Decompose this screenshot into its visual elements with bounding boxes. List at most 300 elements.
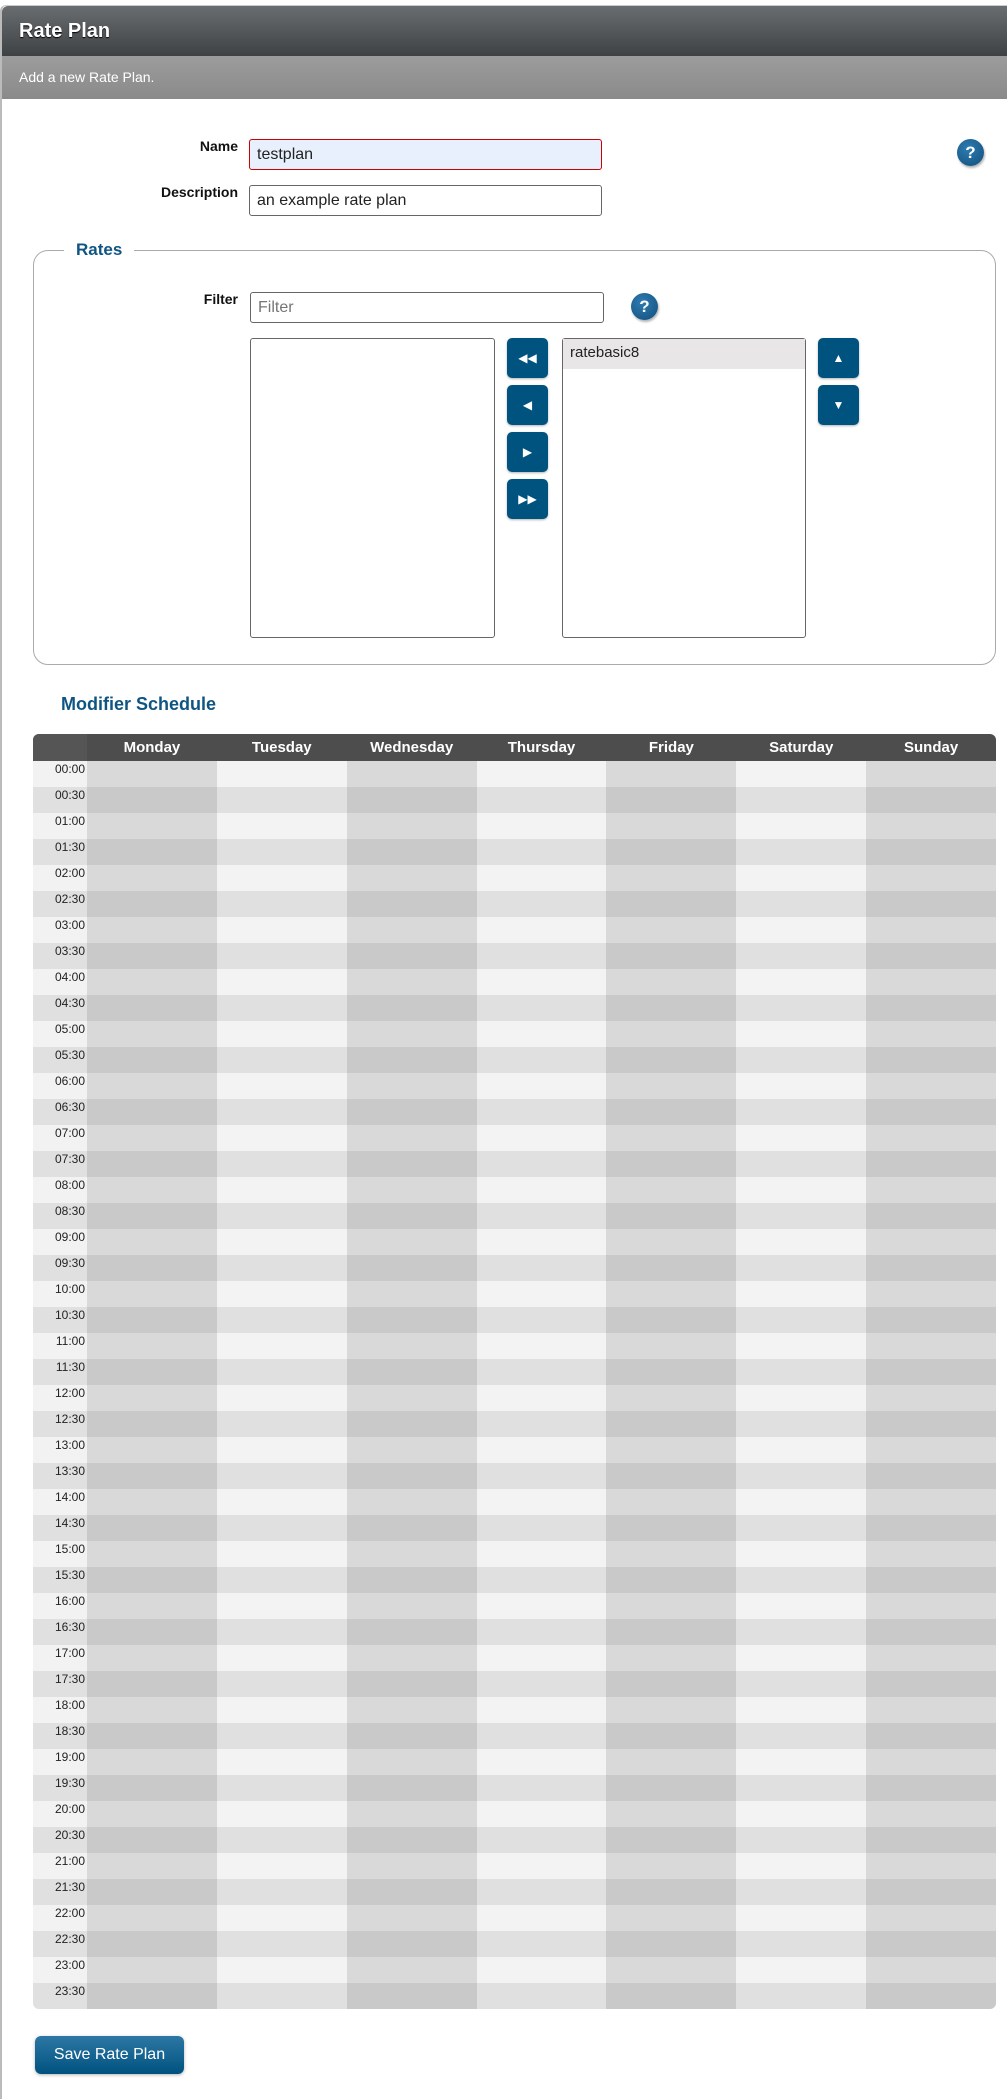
schedule-cell[interactable] xyxy=(477,1697,607,1723)
schedule-cell[interactable] xyxy=(217,1307,347,1333)
schedule-cell[interactable] xyxy=(866,787,996,813)
schedule-cell[interactable] xyxy=(347,995,477,1021)
schedule-cell[interactable] xyxy=(866,1957,996,1983)
schedule-cell[interactable] xyxy=(736,1489,866,1515)
schedule-cell[interactable] xyxy=(866,1775,996,1801)
schedule-cell[interactable] xyxy=(736,1619,866,1645)
schedule-cell[interactable] xyxy=(217,1619,347,1645)
schedule-cell[interactable] xyxy=(866,1749,996,1775)
schedule-cell[interactable] xyxy=(606,1255,736,1281)
schedule-cell[interactable] xyxy=(866,1905,996,1931)
move-right-button[interactable]: ▶ xyxy=(507,432,548,472)
schedule-cell[interactable] xyxy=(217,1671,347,1697)
schedule-cell[interactable] xyxy=(866,1099,996,1125)
schedule-cell[interactable] xyxy=(736,1099,866,1125)
schedule-cell[interactable] xyxy=(87,1125,217,1151)
schedule-cell[interactable] xyxy=(347,1333,477,1359)
schedule-cell[interactable] xyxy=(477,1125,607,1151)
schedule-cell[interactable] xyxy=(736,1073,866,1099)
schedule-cell[interactable] xyxy=(606,1021,736,1047)
schedule-cell[interactable] xyxy=(87,1281,217,1307)
schedule-cell[interactable] xyxy=(606,1697,736,1723)
schedule-cell[interactable] xyxy=(866,1463,996,1489)
schedule-cell[interactable] xyxy=(347,1879,477,1905)
schedule-cell[interactable] xyxy=(217,995,347,1021)
schedule-cell[interactable] xyxy=(347,1619,477,1645)
schedule-cell[interactable] xyxy=(87,1879,217,1905)
schedule-cell[interactable] xyxy=(866,1515,996,1541)
schedule-cell[interactable] xyxy=(87,1099,217,1125)
schedule-cell[interactable] xyxy=(606,1359,736,1385)
schedule-cell[interactable] xyxy=(87,1775,217,1801)
schedule-cell[interactable] xyxy=(87,1697,217,1723)
schedule-cell[interactable] xyxy=(347,1905,477,1931)
name-input[interactable] xyxy=(249,139,602,170)
schedule-cell[interactable] xyxy=(866,1047,996,1073)
schedule-cell[interactable] xyxy=(87,1411,217,1437)
schedule-cell[interactable] xyxy=(606,865,736,891)
schedule-cell[interactable] xyxy=(866,1229,996,1255)
schedule-cell[interactable] xyxy=(606,1827,736,1853)
schedule-cell[interactable] xyxy=(347,1385,477,1411)
schedule-cell[interactable] xyxy=(866,839,996,865)
schedule-cell[interactable] xyxy=(736,1255,866,1281)
schedule-cell[interactable] xyxy=(87,1801,217,1827)
schedule-cell[interactable] xyxy=(87,1853,217,1879)
schedule-cell[interactable] xyxy=(866,1177,996,1203)
schedule-cell[interactable] xyxy=(347,1151,477,1177)
schedule-cell[interactable] xyxy=(347,813,477,839)
schedule-cell[interactable] xyxy=(736,1697,866,1723)
schedule-cell[interactable] xyxy=(477,1983,607,2009)
schedule-cell[interactable] xyxy=(736,1281,866,1307)
schedule-cell[interactable] xyxy=(606,1333,736,1359)
schedule-cell[interactable] xyxy=(347,891,477,917)
schedule-cell[interactable] xyxy=(736,1775,866,1801)
schedule-cell[interactable] xyxy=(736,865,866,891)
schedule-cell[interactable] xyxy=(217,1281,347,1307)
schedule-cell[interactable] xyxy=(347,1125,477,1151)
schedule-cell[interactable] xyxy=(87,1957,217,1983)
schedule-cell[interactable] xyxy=(217,1021,347,1047)
schedule-cell[interactable] xyxy=(606,891,736,917)
schedule-cell[interactable] xyxy=(736,1931,866,1957)
schedule-cell[interactable] xyxy=(87,1255,217,1281)
schedule-cell[interactable] xyxy=(347,1541,477,1567)
schedule-cell[interactable] xyxy=(736,1021,866,1047)
schedule-cell[interactable] xyxy=(477,1931,607,1957)
schedule-cell[interactable] xyxy=(606,1281,736,1307)
schedule-cell[interactable] xyxy=(736,1853,866,1879)
schedule-cell[interactable] xyxy=(736,839,866,865)
schedule-cell[interactable] xyxy=(347,1957,477,1983)
schedule-cell[interactable] xyxy=(347,1749,477,1775)
schedule-cell[interactable] xyxy=(347,1593,477,1619)
schedule-cell[interactable] xyxy=(347,1515,477,1541)
schedule-cell[interactable] xyxy=(347,1229,477,1255)
schedule-cell[interactable] xyxy=(477,1749,607,1775)
schedule-cell[interactable] xyxy=(477,1515,607,1541)
schedule-cell[interactable] xyxy=(866,1073,996,1099)
schedule-cell[interactable] xyxy=(477,865,607,891)
schedule-cell[interactable] xyxy=(606,1853,736,1879)
schedule-cell[interactable] xyxy=(347,1827,477,1853)
schedule-cell[interactable] xyxy=(866,1437,996,1463)
schedule-cell[interactable] xyxy=(477,1879,607,1905)
schedule-cell[interactable] xyxy=(477,943,607,969)
schedule-cell[interactable] xyxy=(866,1671,996,1697)
schedule-cell[interactable] xyxy=(87,1619,217,1645)
schedule-cell[interactable] xyxy=(866,1359,996,1385)
move-left-button[interactable]: ◀ xyxy=(507,385,548,425)
schedule-cell[interactable] xyxy=(606,761,736,787)
schedule-cell[interactable] xyxy=(606,943,736,969)
schedule-cell[interactable] xyxy=(606,917,736,943)
schedule-cell[interactable] xyxy=(477,995,607,1021)
schedule-cell[interactable] xyxy=(736,1645,866,1671)
schedule-cell[interactable] xyxy=(347,1047,477,1073)
schedule-cell[interactable] xyxy=(736,1983,866,2009)
save-rate-plan-button[interactable]: Save Rate Plan xyxy=(35,2036,184,2074)
schedule-cell[interactable] xyxy=(866,1541,996,1567)
move-down-button[interactable]: ▼ xyxy=(818,385,859,425)
schedule-cell[interactable] xyxy=(347,1489,477,1515)
schedule-cell[interactable] xyxy=(736,1879,866,1905)
schedule-cell[interactable] xyxy=(347,1437,477,1463)
schedule-cell[interactable] xyxy=(477,1463,607,1489)
schedule-cell[interactable] xyxy=(217,891,347,917)
schedule-cell[interactable] xyxy=(87,1983,217,2009)
schedule-cell[interactable] xyxy=(866,1879,996,1905)
schedule-cell[interactable] xyxy=(87,1567,217,1593)
schedule-cell[interactable] xyxy=(606,1203,736,1229)
schedule-cell[interactable] xyxy=(347,1203,477,1229)
schedule-cell[interactable] xyxy=(606,1957,736,1983)
schedule-cell[interactable] xyxy=(87,1515,217,1541)
schedule-cell[interactable] xyxy=(217,943,347,969)
schedule-cell[interactable] xyxy=(736,813,866,839)
schedule-cell[interactable] xyxy=(217,1359,347,1385)
schedule-cell[interactable] xyxy=(217,1723,347,1749)
schedule-cell[interactable] xyxy=(347,1983,477,2009)
schedule-cell[interactable] xyxy=(866,995,996,1021)
schedule-cell[interactable] xyxy=(217,1437,347,1463)
schedule-cell[interactable] xyxy=(606,1619,736,1645)
schedule-cell[interactable] xyxy=(736,1723,866,1749)
schedule-cell[interactable] xyxy=(217,1099,347,1125)
schedule-cell[interactable] xyxy=(347,1099,477,1125)
schedule-cell[interactable] xyxy=(347,1463,477,1489)
schedule-cell[interactable] xyxy=(866,1125,996,1151)
schedule-cell[interactable] xyxy=(217,1073,347,1099)
schedule-cell[interactable] xyxy=(217,1489,347,1515)
schedule-cell[interactable] xyxy=(217,1515,347,1541)
schedule-cell[interactable] xyxy=(866,1281,996,1307)
schedule-cell[interactable] xyxy=(87,1359,217,1385)
schedule-cell[interactable] xyxy=(866,1333,996,1359)
schedule-cell[interactable] xyxy=(606,1983,736,2009)
schedule-cell[interactable] xyxy=(477,761,607,787)
schedule-cell[interactable] xyxy=(477,839,607,865)
schedule-cell[interactable] xyxy=(736,1177,866,1203)
schedule-cell[interactable] xyxy=(477,1281,607,1307)
schedule-cell[interactable] xyxy=(606,1099,736,1125)
schedule-cell[interactable] xyxy=(736,917,866,943)
schedule-cell[interactable] xyxy=(606,1437,736,1463)
schedule-cell[interactable] xyxy=(866,1697,996,1723)
schedule-cell[interactable] xyxy=(736,943,866,969)
schedule-cell[interactable] xyxy=(87,839,217,865)
schedule-cell[interactable] xyxy=(87,1073,217,1099)
schedule-cell[interactable] xyxy=(87,1645,217,1671)
schedule-cell[interactable] xyxy=(606,1879,736,1905)
schedule-cell[interactable] xyxy=(477,1411,607,1437)
schedule-cell[interactable] xyxy=(217,969,347,995)
schedule-cell[interactable] xyxy=(866,1255,996,1281)
schedule-cell[interactable] xyxy=(87,865,217,891)
schedule-cell[interactable] xyxy=(866,969,996,995)
schedule-cell[interactable] xyxy=(217,865,347,891)
schedule-cell[interactable] xyxy=(347,1307,477,1333)
schedule-cell[interactable] xyxy=(477,1229,607,1255)
schedule-cell[interactable] xyxy=(347,1255,477,1281)
schedule-cell[interactable] xyxy=(736,1905,866,1931)
schedule-cell[interactable] xyxy=(477,1645,607,1671)
schedule-cell[interactable] xyxy=(736,1125,866,1151)
schedule-cell[interactable] xyxy=(606,787,736,813)
schedule-cell[interactable] xyxy=(606,1047,736,1073)
schedule-cell[interactable] xyxy=(736,969,866,995)
schedule-cell[interactable] xyxy=(736,761,866,787)
schedule-cell[interactable] xyxy=(87,969,217,995)
schedule-cell[interactable] xyxy=(866,813,996,839)
schedule-cell[interactable] xyxy=(87,1749,217,1775)
schedule-cell[interactable] xyxy=(606,1125,736,1151)
schedule-cell[interactable] xyxy=(217,1931,347,1957)
schedule-cell[interactable] xyxy=(217,1983,347,2009)
schedule-cell[interactable] xyxy=(866,1983,996,2009)
schedule-cell[interactable] xyxy=(477,813,607,839)
schedule-cell[interactable] xyxy=(736,1229,866,1255)
schedule-cell[interactable] xyxy=(736,1047,866,1073)
schedule-cell[interactable] xyxy=(606,1411,736,1437)
schedule-cell[interactable] xyxy=(736,787,866,813)
schedule-cell[interactable] xyxy=(736,1749,866,1775)
schedule-cell[interactable] xyxy=(736,1151,866,1177)
schedule-cell[interactable] xyxy=(217,1567,347,1593)
schedule-cell[interactable] xyxy=(736,1463,866,1489)
schedule-cell[interactable] xyxy=(347,1931,477,1957)
schedule-cell[interactable] xyxy=(606,1931,736,1957)
schedule-cell[interactable] xyxy=(87,1489,217,1515)
schedule-cell[interactable] xyxy=(477,1359,607,1385)
schedule-cell[interactable] xyxy=(347,943,477,969)
schedule-cell[interactable] xyxy=(347,1671,477,1697)
schedule-cell[interactable] xyxy=(347,1645,477,1671)
schedule-cell[interactable] xyxy=(87,1723,217,1749)
schedule-cell[interactable] xyxy=(606,1385,736,1411)
schedule-cell[interactable] xyxy=(477,1333,607,1359)
schedule-cell[interactable] xyxy=(347,917,477,943)
schedule-cell[interactable] xyxy=(606,1593,736,1619)
schedule-cell[interactable] xyxy=(347,761,477,787)
schedule-cell[interactable] xyxy=(736,1515,866,1541)
schedule-cell[interactable] xyxy=(217,1957,347,1983)
description-input[interactable] xyxy=(249,185,602,216)
schedule-cell[interactable] xyxy=(217,1879,347,1905)
schedule-cell[interactable] xyxy=(736,1385,866,1411)
schedule-cell[interactable] xyxy=(866,891,996,917)
schedule-cell[interactable] xyxy=(217,1905,347,1931)
schedule-cell[interactable] xyxy=(477,969,607,995)
schedule-cell[interactable] xyxy=(217,1697,347,1723)
schedule-cell[interactable] xyxy=(217,1801,347,1827)
schedule-cell[interactable] xyxy=(736,995,866,1021)
schedule-cell[interactable] xyxy=(477,1307,607,1333)
schedule-cell[interactable] xyxy=(866,1021,996,1047)
schedule-cell[interactable] xyxy=(477,1437,607,1463)
schedule-cell[interactable] xyxy=(866,1853,996,1879)
schedule-cell[interactable] xyxy=(347,1697,477,1723)
schedule-cell[interactable] xyxy=(736,1359,866,1385)
schedule-cell[interactable] xyxy=(736,1437,866,1463)
schedule-cell[interactable] xyxy=(606,1073,736,1099)
schedule-cell[interactable] xyxy=(87,1827,217,1853)
schedule-cell[interactable] xyxy=(606,839,736,865)
schedule-cell[interactable] xyxy=(736,891,866,917)
schedule-cell[interactable] xyxy=(736,1203,866,1229)
schedule-cell[interactable] xyxy=(217,1203,347,1229)
schedule-cell[interactable] xyxy=(477,1203,607,1229)
filter-input[interactable] xyxy=(250,292,604,323)
schedule-cell[interactable] xyxy=(217,1255,347,1281)
schedule-cell[interactable] xyxy=(866,1619,996,1645)
schedule-cell[interactable] xyxy=(217,1541,347,1567)
schedule-cell[interactable] xyxy=(347,1411,477,1437)
schedule-cell[interactable] xyxy=(87,1307,217,1333)
schedule-cell[interactable] xyxy=(87,1047,217,1073)
schedule-cell[interactable] xyxy=(606,1749,736,1775)
schedule-cell[interactable] xyxy=(217,1385,347,1411)
schedule-cell[interactable] xyxy=(606,1151,736,1177)
schedule-cell[interactable] xyxy=(87,1541,217,1567)
schedule-cell[interactable] xyxy=(347,1359,477,1385)
schedule-cell[interactable] xyxy=(736,1411,866,1437)
schedule-cell[interactable] xyxy=(606,1463,736,1489)
schedule-cell[interactable] xyxy=(347,1801,477,1827)
schedule-cell[interactable] xyxy=(87,1905,217,1931)
schedule-cell[interactable] xyxy=(606,1723,736,1749)
schedule-cell[interactable] xyxy=(347,839,477,865)
schedule-cell[interactable] xyxy=(606,1489,736,1515)
schedule-cell[interactable] xyxy=(477,1619,607,1645)
schedule-cell[interactable] xyxy=(477,1047,607,1073)
schedule-cell[interactable] xyxy=(87,1229,217,1255)
schedule-cell[interactable] xyxy=(87,1151,217,1177)
schedule-cell[interactable] xyxy=(477,1489,607,1515)
schedule-cell[interactable] xyxy=(477,1593,607,1619)
schedule-cell[interactable] xyxy=(477,1957,607,1983)
schedule-cell[interactable] xyxy=(606,1567,736,1593)
schedule-cell[interactable] xyxy=(866,865,996,891)
schedule-cell[interactable] xyxy=(217,1125,347,1151)
schedule-cell[interactable] xyxy=(87,943,217,969)
schedule-cell[interactable] xyxy=(606,1801,736,1827)
schedule-cell[interactable] xyxy=(217,1151,347,1177)
schedule-cell[interactable] xyxy=(477,1021,607,1047)
schedule-cell[interactable] xyxy=(736,1567,866,1593)
schedule-cell[interactable] xyxy=(217,1645,347,1671)
schedule-cell[interactable] xyxy=(87,917,217,943)
schedule-cell[interactable] xyxy=(866,1203,996,1229)
schedule-cell[interactable] xyxy=(866,1411,996,1437)
schedule-cell[interactable] xyxy=(866,1827,996,1853)
schedule-cell[interactable] xyxy=(477,1671,607,1697)
schedule-cell[interactable] xyxy=(866,1931,996,1957)
schedule-cell[interactable] xyxy=(87,1333,217,1359)
schedule-cell[interactable] xyxy=(477,1775,607,1801)
schedule-cell[interactable] xyxy=(217,1853,347,1879)
schedule-cell[interactable] xyxy=(217,1333,347,1359)
schedule-cell[interactable] xyxy=(87,1437,217,1463)
schedule-cell[interactable] xyxy=(87,891,217,917)
schedule-cell[interactable] xyxy=(477,1541,607,1567)
schedule-cell[interactable] xyxy=(477,917,607,943)
schedule-cell[interactable] xyxy=(866,1593,996,1619)
schedule-cell[interactable] xyxy=(606,969,736,995)
schedule-cell[interactable] xyxy=(347,1775,477,1801)
schedule-cell[interactable] xyxy=(477,1905,607,1931)
schedule-cell[interactable] xyxy=(477,1853,607,1879)
available-rates-list[interactable] xyxy=(250,338,495,638)
schedule-cell[interactable] xyxy=(866,943,996,969)
schedule-cell[interactable] xyxy=(606,1671,736,1697)
schedule-cell[interactable] xyxy=(87,1385,217,1411)
schedule-cell[interactable] xyxy=(866,1801,996,1827)
schedule-cell[interactable] xyxy=(477,1827,607,1853)
schedule-cell[interactable] xyxy=(347,1281,477,1307)
help-icon[interactable]: ? xyxy=(957,139,984,166)
schedule-cell[interactable] xyxy=(217,1775,347,1801)
schedule-cell[interactable] xyxy=(736,1307,866,1333)
schedule-cell[interactable] xyxy=(736,1957,866,1983)
move-up-button[interactable]: ▲ xyxy=(818,338,859,378)
schedule-cell[interactable] xyxy=(477,1255,607,1281)
schedule-cell[interactable] xyxy=(217,787,347,813)
schedule-cell[interactable] xyxy=(477,1151,607,1177)
schedule-cell[interactable] xyxy=(736,1671,866,1697)
schedule-cell[interactable] xyxy=(347,969,477,995)
schedule-cell[interactable] xyxy=(866,1385,996,1411)
schedule-cell[interactable] xyxy=(606,1229,736,1255)
schedule-cell[interactable] xyxy=(477,1567,607,1593)
schedule-cell[interactable] xyxy=(87,813,217,839)
schedule-cell[interactable] xyxy=(866,761,996,787)
schedule-cell[interactable] xyxy=(217,813,347,839)
schedule-cell[interactable] xyxy=(347,1021,477,1047)
schedule-cell[interactable] xyxy=(606,1645,736,1671)
schedule-cell[interactable] xyxy=(87,1177,217,1203)
schedule-cell[interactable] xyxy=(217,839,347,865)
schedule-cell[interactable] xyxy=(736,1593,866,1619)
schedule-cell[interactable] xyxy=(347,1853,477,1879)
schedule-cell[interactable] xyxy=(217,1411,347,1437)
schedule-cell[interactable] xyxy=(347,1567,477,1593)
schedule-cell[interactable] xyxy=(736,1827,866,1853)
schedule-cell[interactable] xyxy=(736,1333,866,1359)
schedule-cell[interactable] xyxy=(87,1021,217,1047)
schedule-cell[interactable] xyxy=(477,787,607,813)
